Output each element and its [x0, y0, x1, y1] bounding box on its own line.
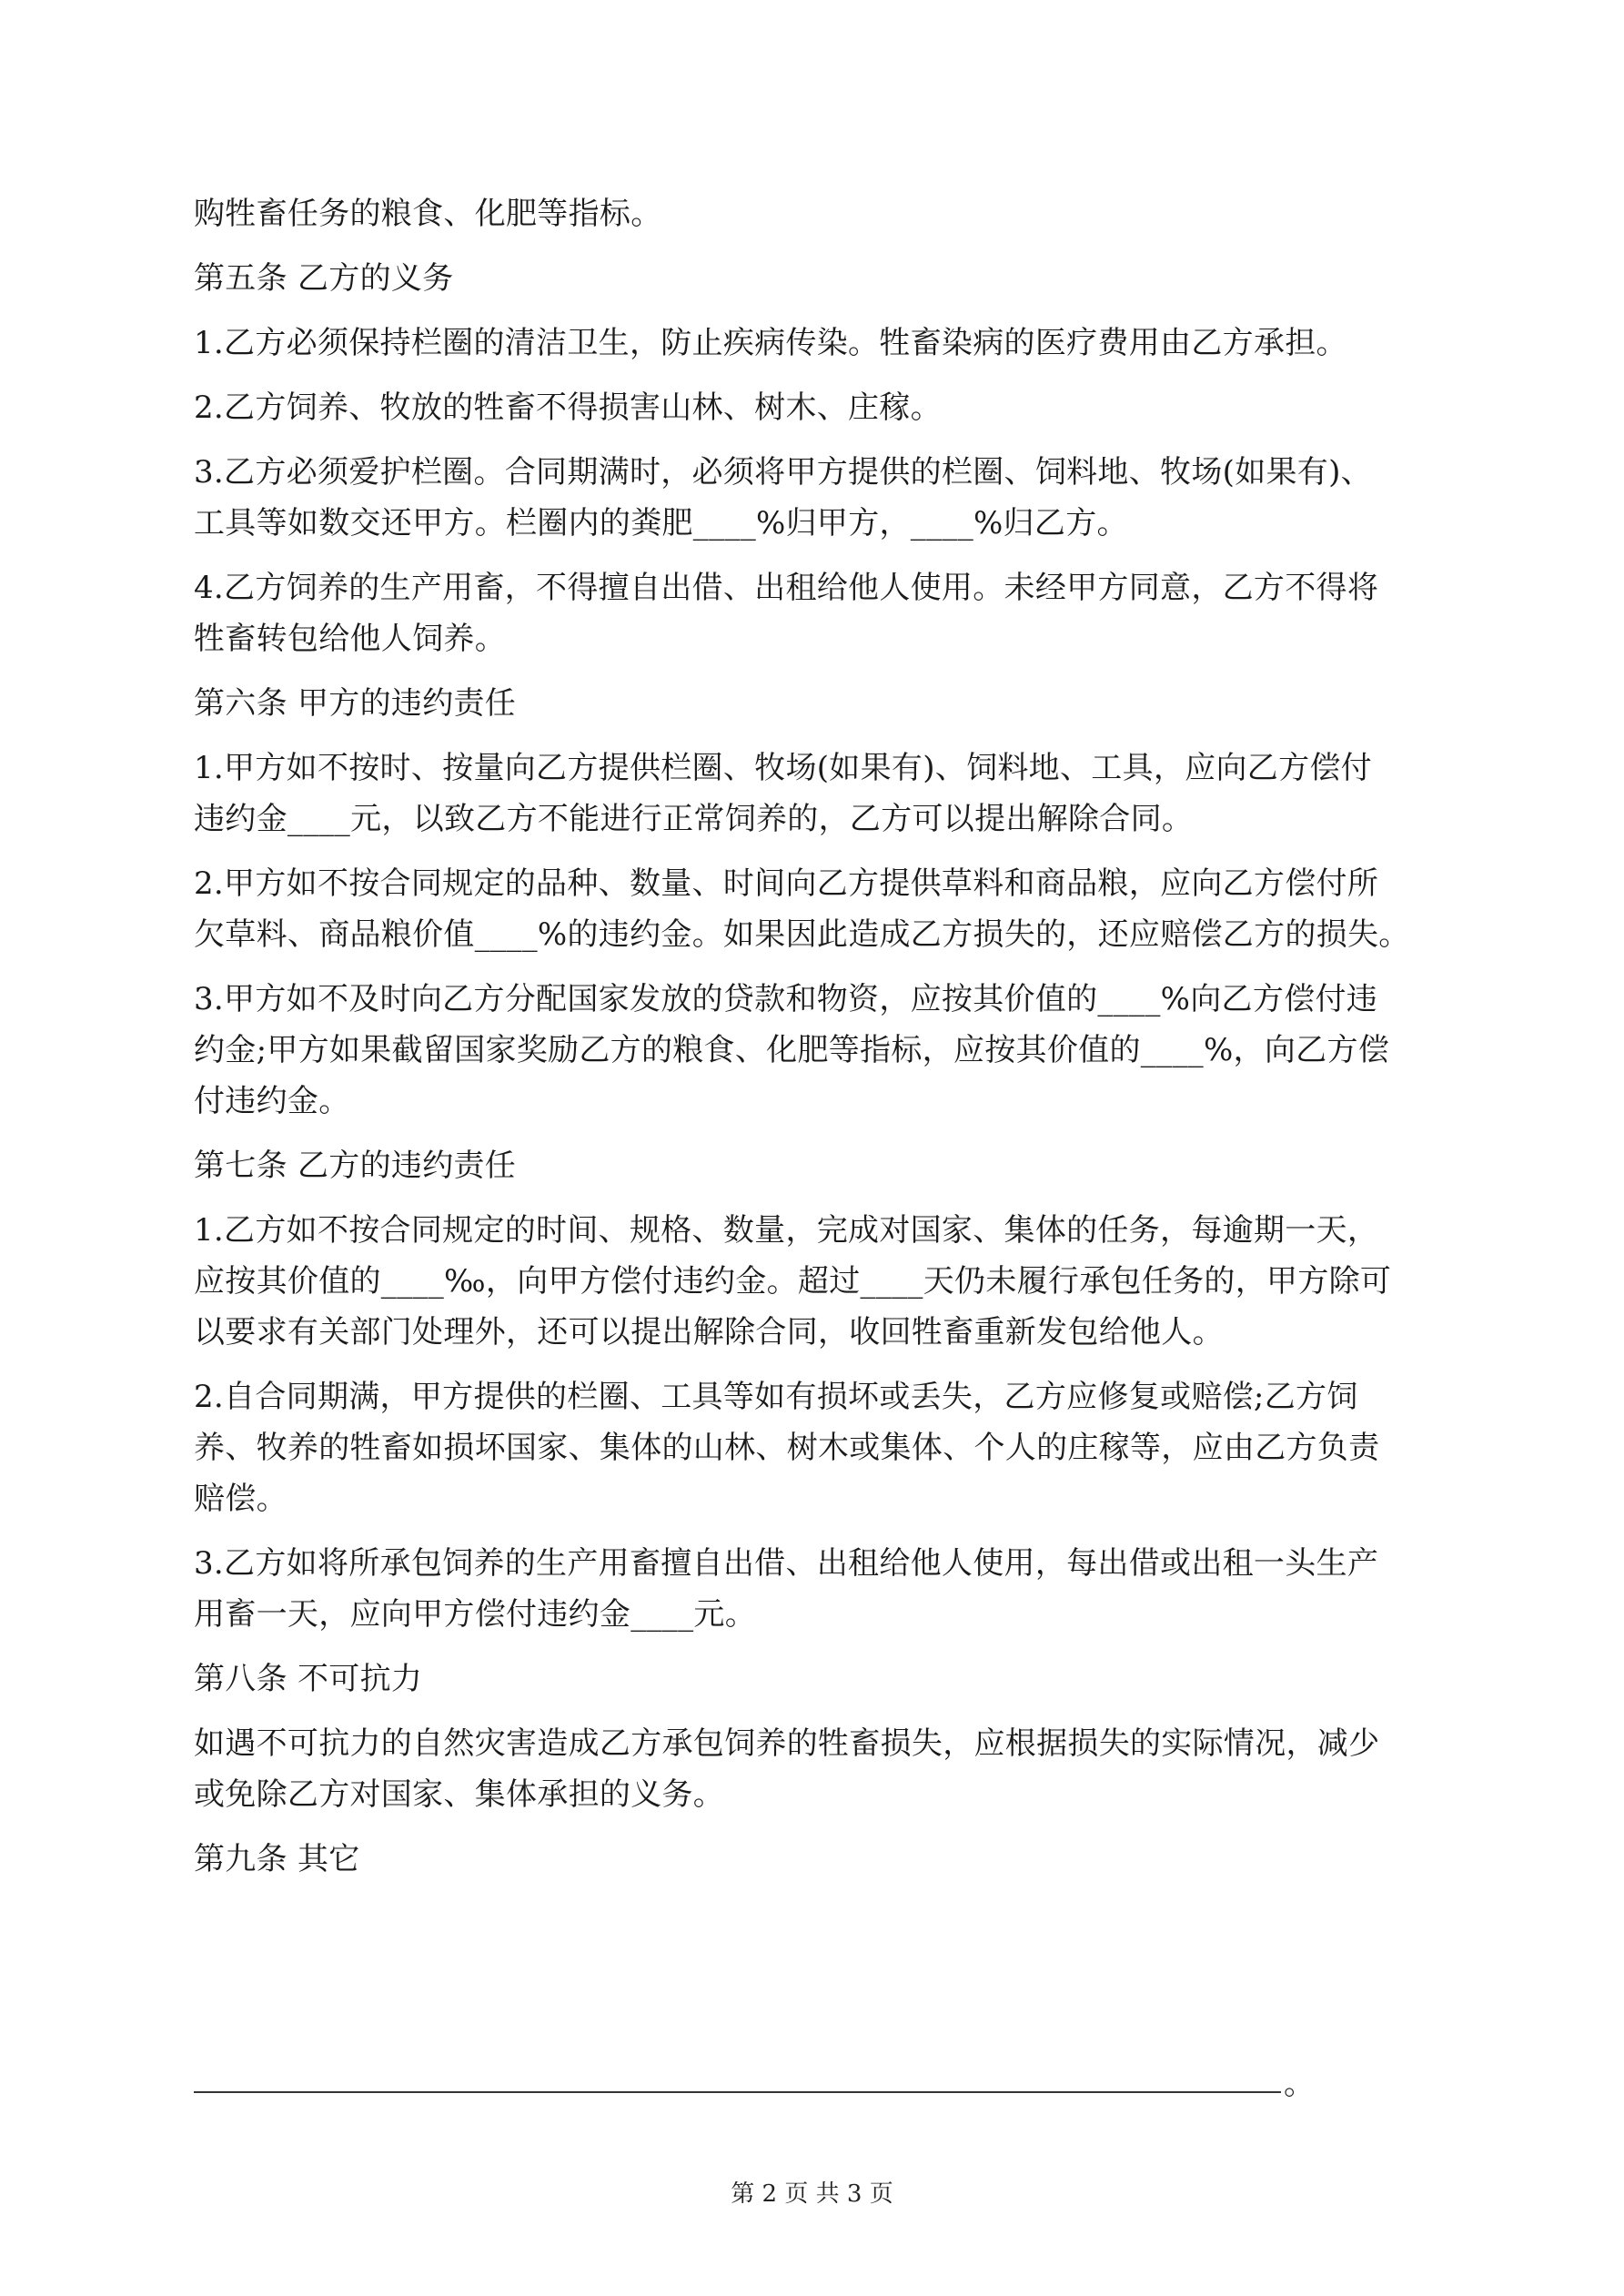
underline-rule — [194, 2091, 1281, 2093]
text-line: 欠草料、商品粮价值____%的违约金。如果因此造成乙方损失的，还应赔偿乙方的损失。 — [194, 916, 1410, 953]
section-heading: 第五条 乙方的义务 — [194, 260, 454, 297]
document-body — [194, 191, 1440, 1901]
blank-fill-line — [194, 2066, 1322, 2102]
text-line: 购牲畜任务的粮食、化肥等指标。 — [194, 196, 662, 232]
text-line: 1.乙方如不按合同规定的时间、规格、数量，完成对国家、集体的任务，每逾期一天， — [194, 1212, 1379, 1249]
text-line: 2.乙方饲养、牧放的牲畜不得损害山林、树木、庄稼。 — [194, 389, 942, 426]
text-line: 约金;甲方如果截留国家奖励乙方的粮食、化肥等指标，应按其价值的____%，向乙方偿 — [194, 1032, 1390, 1068]
text-line: 用畜一天，应向甲方偿付违约金____元。 — [194, 1596, 756, 1633]
text-line: 3.乙方如将所承包饲养的生产用畜擅自出借、出租给他人使用，每出借或出租一头生产 — [194, 1545, 1379, 1582]
text-line: 应按其价值的____‰，向甲方偿付违约金。超过____天仍未履行承包任务的，甲方除可 — [194, 1263, 1392, 1300]
text-line: 付违约金。 — [194, 1083, 350, 1119]
closing-mark: 。 — [1284, 2066, 1315, 2102]
section-heading: 第九条 其它 — [194, 1841, 360, 1877]
section-heading: 第八条 不可抗力 — [194, 1661, 423, 1697]
text-line: 4.乙方饲养的生产用畜，不得擅自出借、出租给他人使用。未经甲方同意，乙方不得将 — [194, 570, 1379, 606]
text-line: 违约金____元，以致乙方不能进行正常饲养的，乙方可以提出解除合同。 — [194, 801, 1194, 837]
text-line: 牲畜转包给他人饲养。 — [194, 621, 506, 657]
text-line: 3.乙方必须爱护栏圈。合同期满时，必须将甲方提供的栏圈、饲料地、牧场(如果有)、 — [194, 454, 1372, 491]
text-line: 1.甲方如不按时、按量向乙方提供栏圈、牧场(如果有)、饲料地、工具，应向乙方偿付 — [194, 750, 1372, 786]
text-line: 3.甲方如不及时向乙方分配国家发放的贷款和物资，应按其价值的____%向乙方偿付违 — [194, 981, 1378, 1017]
section-heading: 第七条 乙方的违约责任 — [194, 1148, 517, 1184]
text-line: 1.乙方必须保持栏圈的清洁卫生，防止疾病传染。牲畜染病的医疗费用由乙方承担。 — [194, 325, 1347, 361]
text-line: 2.自合同期满，甲方提供的栏圈、工具等如有损坏或丢失，乙方应修复或赔偿;乙方饲 — [194, 1379, 1358, 1415]
text-line: 养、牧养的牲畜如损坏国家、集体的山林、树木或集体、个人的庄稼等，应由乙方负责 — [194, 1430, 1380, 1466]
text-line: 2.甲方如不按合同规定的品种、数量、时间向乙方提供草料和商品粮，应向乙方偿付所 — [194, 865, 1379, 902]
page-footer: 第 2 页 共 3 页 — [731, 2180, 893, 2208]
section-heading: 第六条 甲方的违约责任 — [194, 685, 517, 722]
text-line: 如遇不可抗力的自然灾害造成乙方承包饲养的牲畜损失，应根据损失的实际情况，减少 — [194, 1725, 1380, 1762]
text-line: 赔偿。 — [194, 1481, 287, 1517]
text-line: 工具等如数交还甲方。栏圈内的粪肥____%归甲方，____%归乙方。 — [194, 505, 1128, 541]
text-line: 或免除乙方对国家、集体承担的义务。 — [194, 1776, 725, 1813]
text-line: 以要求有关部门处理外，还可以提出解除合同，收回牲畜重新发包给他人。 — [194, 1314, 1224, 1350]
